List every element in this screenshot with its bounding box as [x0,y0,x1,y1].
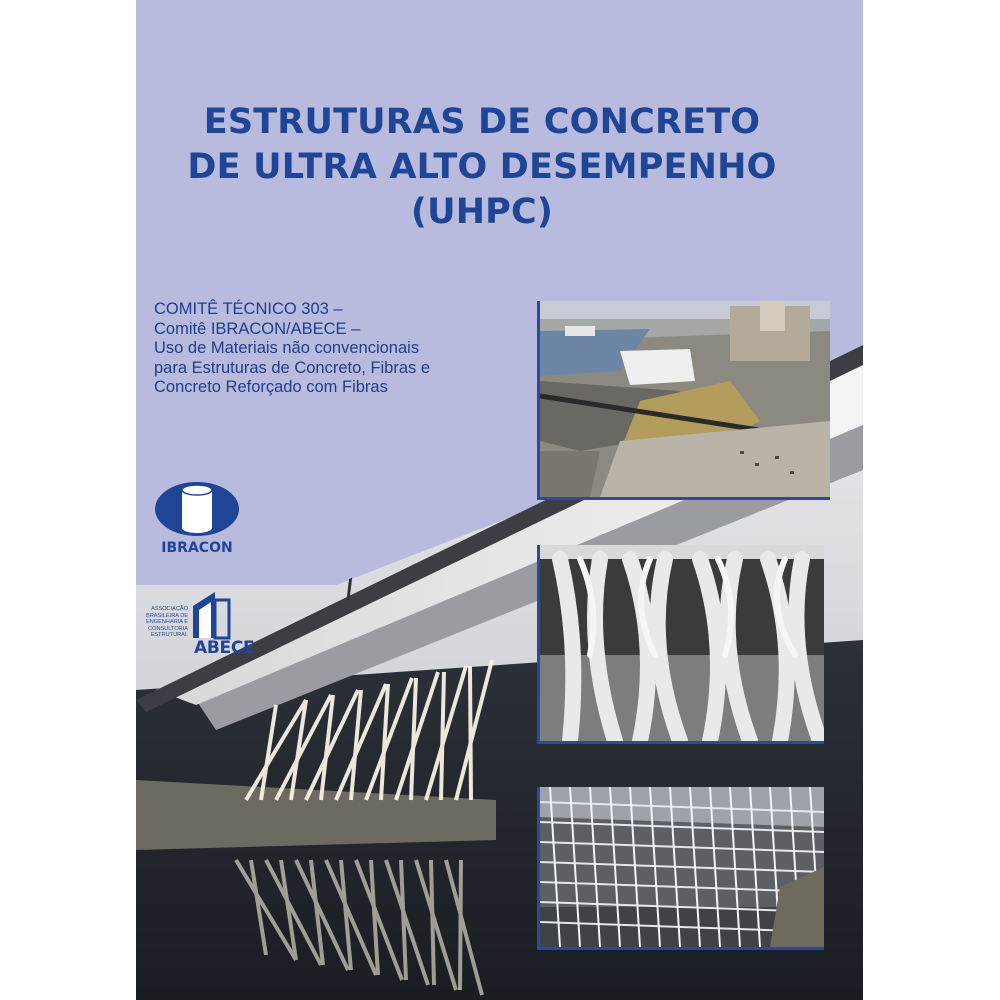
aerial-city-photo [537,301,830,500]
white-columns-photo [537,545,824,744]
ibracon-logo-icon [154,480,240,540]
committee-subtitle [154,300,430,398]
subtitle-line-3: Uso de Materiais não convencionais [154,339,420,357]
title-line-3: (UHPC) [410,192,554,232]
abece-line-2: BRASILEIRA DE [146,612,188,619]
abece-line-5: ESTRUTURAL [150,632,188,639]
abece-line-3: ENGENHARIA E [146,619,188,626]
grid-canopy-photo [537,787,824,950]
subtitle-line-5: Concreto Reforçado com Fibras [154,378,388,396]
book-cover [136,0,863,1000]
abece-description [136,606,188,639]
abece-logo-icon [191,590,231,640]
book-title [136,100,828,235]
title-line-2: DE ULTRA ALTO DESEMPENHO [187,147,777,187]
subtitle-line-2: Comitê IBRACON/ABECE – [154,319,361,338]
abece-line-4: CONSULTORIA [148,625,188,632]
ibracon-logo [154,480,240,556]
title-line-1: ESTRUTURAS DE CONCRETO [203,102,761,142]
ibracon-label: IBRACON [161,540,233,556]
abece-label: ABECE [194,638,255,658]
subtitle-line-4: para Estruturas de Concreto, Fibras e [154,358,431,377]
abece-line-1: ASSOCIAÇÃO [151,606,188,612]
subtitle-line-1: COMITÊ TÉCNICO 303 – [154,300,343,318]
